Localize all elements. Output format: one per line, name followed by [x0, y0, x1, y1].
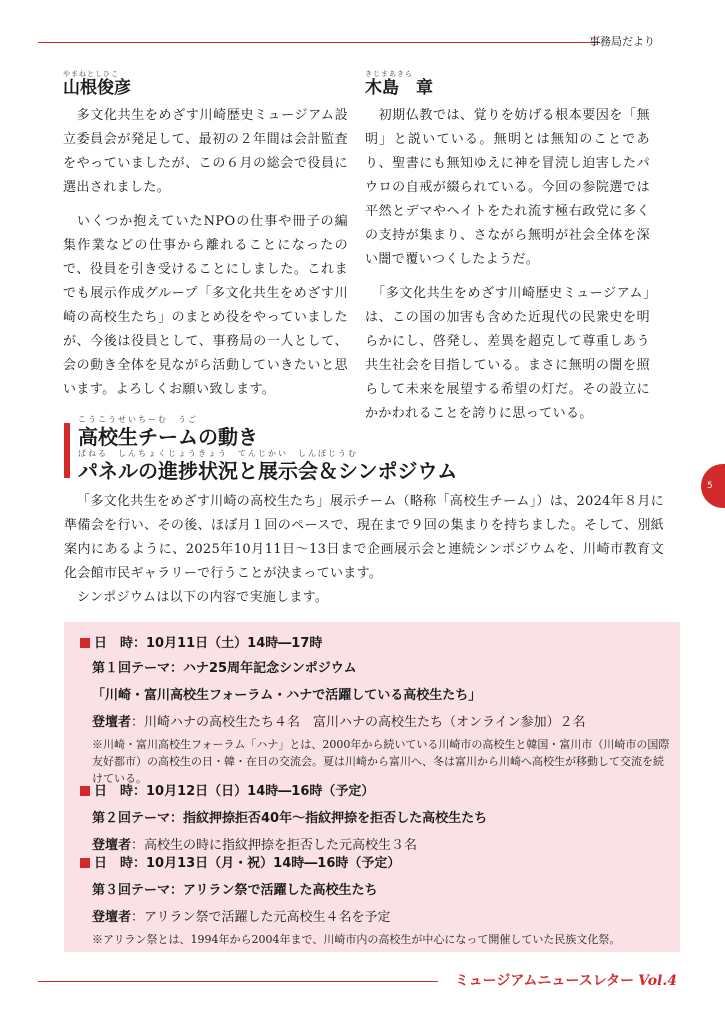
paragraph: いくつか抱えていたNPOの仕事や冊子の編集作業などの仕事から離れることになったので、役員を引き受けることにしました。これまでも展示作成グループ「多文化共生をめざす川崎の高校生たち」のまとめ役をやっていましたが、今後は役員として、事務局の一人として、会の動き全体を見ながら活動していきたいと思います。よろしくお願い致します。 [63, 214, 348, 397]
paragraph: 初期仏教では、覚りを妨げる根本要因を「無明」と説いている。無明とは無知のことであり、聖書にも無知ゆえに神を冒涜し迫害したパウロの自戒が綴られている。今回の参院選では平然とデマやヘイトをたれ流す極右政党に多くの支持が集まり、さながら無明が社会全体を深い闇で覆いつくしたようだ。 [365, 108, 650, 267]
author-name: 山根俊彦 [63, 78, 131, 98]
subtitle-reading: ぱねる しんちょくじょうきょう てんじかい しんぽじうむ [78, 449, 358, 458]
header-rule [38, 42, 600, 43]
section-heading [64, 415, 664, 483]
bullet-square-icon [80, 786, 90, 796]
event-date: 日 時：10月11日（土）14時―17時 [94, 636, 323, 651]
event-speaker: 登壇者：川崎ハナの高校生たち４名 富川ハナの高校生たち（オンライン参加）２名 [92, 715, 586, 730]
event-speaker: 登壇者：アリラン祭で活躍した元高校生４名を予定 [92, 910, 391, 925]
speaker-label: 登壇者 [92, 910, 132, 925]
event-theme: 第１回テーマ：ハナ25周年記念シンポジウム [92, 661, 357, 676]
event-note: ※アリラン祭とは、1994年から2004年まで、川崎市内の高校生が中心になって開催していた民族文化祭。 [92, 933, 621, 946]
footer-volume: Vol.4 [638, 973, 677, 989]
section-accent-bar [64, 423, 70, 478]
author-reading: やまねとしひこ [63, 70, 119, 78]
title-reading: こうこうせいちーむ うご [78, 415, 198, 424]
page-number-tab: 5 [701, 464, 725, 508]
event-speaker: 登壇者：高校生の時に指紋押捺を拒否した元高校生３名 [92, 838, 418, 853]
section-title: 高校生チームの動き [78, 425, 258, 449]
paragraph: 「多文化共生をめざす川崎歴史ミュージアム」は、この国の加害も含めた近現代の民衆史を明らかにし、啓発し、差異を超克して尊重しあう共生社会を目指している。まさに無明の闇を照らして未来を展望する希望の灯だ。その設立にかかわれることを誇りに思っている。 [365, 286, 650, 421]
footer-title: ミュージアムニュースレター Vol.4 [454, 973, 677, 989]
intro-text [64, 490, 664, 610]
event-subtheme: 「川崎・富川高校生フォーラム・ハナで活躍している高校生たち」 [92, 688, 482, 703]
event-theme: 第２回テーマ：指紋押捺拒否40年～指紋押捺を拒否した高校生たち [92, 811, 488, 826]
author-reading: きじまあきら [365, 70, 413, 78]
paragraph: 多文化共生をめざす川崎歴史ミュージアム設立委員会が発足して、最初の２年間は会計監査をやっていましたが、この６月の総会で役員に選出されました。 [63, 108, 348, 195]
event-1 [92, 632, 672, 787]
left-column [63, 70, 348, 402]
intro-paragraph: シンポジウムは以下の内容で実施します。 [77, 590, 329, 605]
right-column [365, 70, 650, 426]
event-3 [92, 852, 672, 948]
footer-rule [38, 981, 438, 982]
event-2 [92, 780, 672, 853]
intro-paragraph: 「多文化共生をめざす川崎の高校生たち」展示チーム（略称「高校生チーム」）は、2024年８月に準備会を行い、その後、ほぼ月１回のペースで、現在まで９回の集まりを持ちました。そして、別紙案内にあるように、2025年10月11日～13日まで企画展示会と連続シンポジウムを、川崎市教育文化会館市民ギャラリーで行うことが決まっています。 [64, 494, 664, 581]
header-label: 事務局だより [589, 35, 655, 48]
author-name: 木島 章 [365, 78, 433, 98]
speaker-label: 登壇者 [92, 838, 132, 853]
event-theme: 第３回テーマ：アリラン祭で活躍した高校生たち [92, 883, 378, 898]
event-note: ※川崎・富川高校生フォーラム「ハナ」とは、2000年から続いている川崎市の高校生と韓国・富川市（川崎市の国際友好都市）の高校生の日・韓・在日の交流会。夏は川崎から富川へ、冬は富川から川崎へ高校生が移動して交流を続けている。 [92, 738, 670, 785]
section-subtitle: パネルの進捗状況と展示会＆シンポジウム [78, 459, 458, 483]
event-date: 日 時：10月12日（日）14時―16時（予定） [94, 784, 375, 799]
bullet-square-icon [80, 858, 90, 868]
bullet-square-icon [80, 638, 90, 648]
speaker-label: 登壇者 [92, 715, 132, 730]
event-date: 日 時：10月13日（月・祝）14時―16時（予定） [94, 856, 401, 871]
